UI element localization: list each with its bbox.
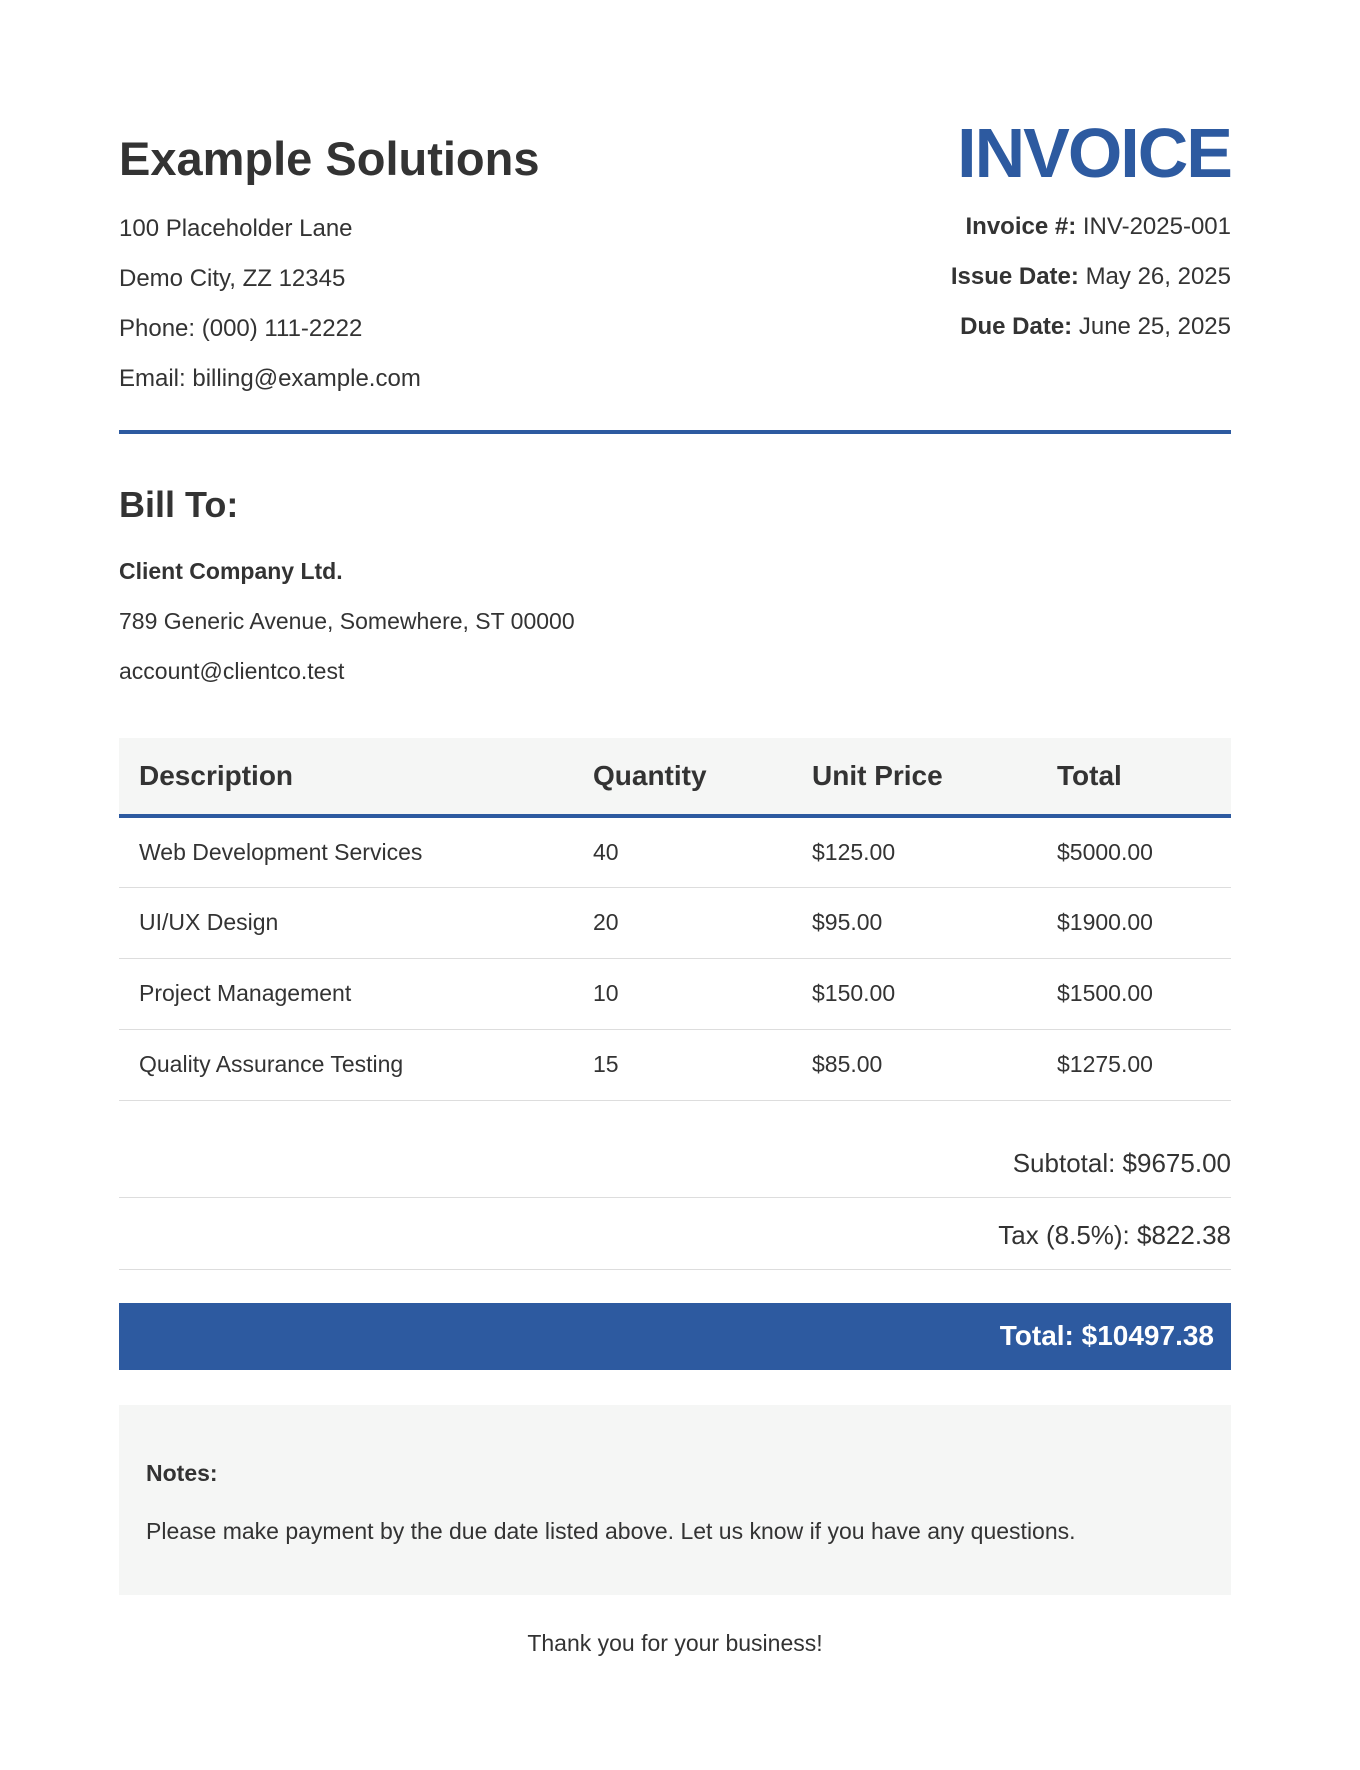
issue-date-label: Issue Date: [950,263,1079,290]
header-total: Total [1037,738,1231,816]
cell-quantity: 20 [573,887,792,958]
subtotal-row [119,1126,1231,1198]
invoice-number-value: INV-2025-001 [1082,213,1231,240]
grand-total-bar [119,1303,1231,1370]
invoice-title: INVOICE [957,114,1231,192]
notes-text: Please make payment by the due date listed above. Let us know if you have any questions. [146,1518,1076,1544]
company-phone: Phone: (000) 111-2222 [119,315,363,342]
subtotal-value: Subtotal: $9675.00 [1012,1148,1231,1178]
cell-unit-price: $150.00 [792,958,1037,1029]
cell-quantity: 15 [573,1029,792,1100]
client-name: Client Company Ltd. [119,558,343,584]
due-date-label: Due Date: [960,313,1073,340]
client-address: 789 Generic Avenue, Somewhere, ST 00000 [119,608,575,634]
cell-unit-price: $85.00 [792,1029,1037,1100]
table-row [119,816,1231,887]
invoice-number-label: Invoice #: [965,213,1077,240]
company-name: Example Solutions [119,132,540,185]
table-row [119,958,1231,1029]
due-date-line [960,313,1231,341]
invoice-page [119,0,1231,1770]
cell-description: UI/UX Design [119,887,573,958]
tax-row [119,1198,1231,1270]
header-unit-price: Unit Price [792,738,1037,816]
header-divider [119,430,1231,434]
cell-description: Project Management [119,958,573,1029]
client-email: account@clientco.test [119,658,345,684]
tax-value: Tax (8.5%): $822.38 [998,1220,1231,1250]
table-header-row [119,738,1231,816]
cell-quantity: 10 [573,958,792,1029]
thank-you-message: Thank you for your business! [527,1630,823,1656]
line-items-table [119,738,1231,1101]
notes-panel [119,1405,1231,1595]
cell-total: $1900.00 [1037,887,1231,958]
cell-total: $1275.00 [1037,1029,1231,1100]
cell-unit-price: $125.00 [792,816,1037,887]
cell-description: Quality Assurance Testing [119,1029,573,1100]
table-row [119,1029,1231,1100]
cell-total: $1500.00 [1037,958,1231,1029]
cell-quantity: 40 [573,816,792,887]
notes-heading: Notes: [146,1460,218,1486]
cell-total: $5000.00 [1037,816,1231,887]
cell-description: Web Development Services [119,816,573,887]
invoice-number-line [966,213,1232,241]
company-address-line1: 100 Placeholder Lane [119,215,353,242]
due-date-value: June 25, 2025 [1078,313,1231,340]
header-description: Description [119,738,573,816]
table-row [119,887,1231,958]
issue-date-value: May 26, 2025 [1085,263,1231,290]
cell-unit-price: $95.00 [792,887,1037,958]
company-email: Email: billing@example.com [119,365,421,392]
bill-to-heading: Bill To: [119,484,239,525]
company-address-line2: Demo City, ZZ 12345 [119,265,346,292]
grand-total-value: Total: $10497.38 [999,1320,1214,1351]
header-quantity: Quantity [573,738,792,816]
issue-date-line [951,263,1231,291]
